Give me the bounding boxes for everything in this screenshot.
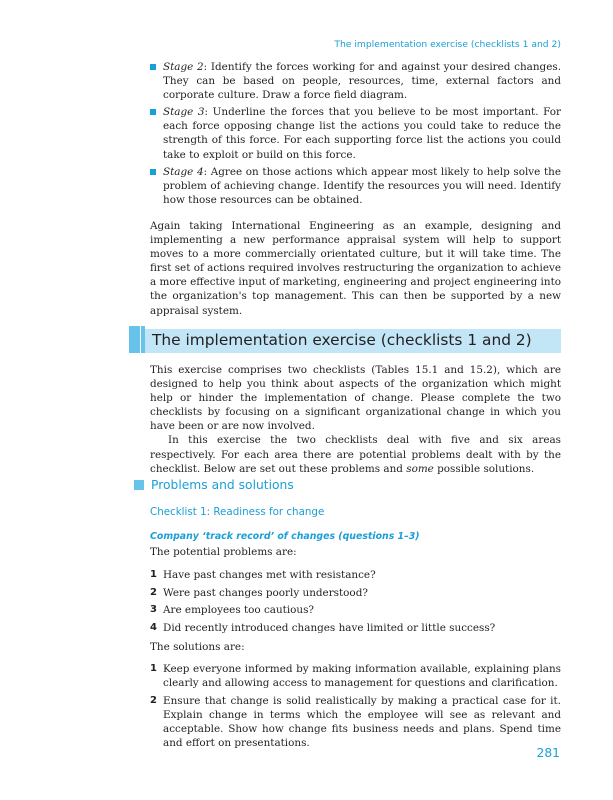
section-heading: The implementation exercise (checklists 1 and 2) bbox=[152, 331, 532, 349]
page-number: 281 bbox=[536, 746, 560, 760]
item-text: Keep everyone informed by making information available, explaining plans clearly and allowing access to management for questions and clarification. bbox=[163, 663, 561, 690]
item-text: Have past changes met with resistance? bbox=[163, 569, 376, 581]
stage-text: : Underline the forces that you believe to be most important. For each force opposing change list the actions you could take to reduce the strength of this force. For each supporting force list the actions you could take to exploit or build on this force. bbox=[163, 106, 561, 161]
list-item bbox=[150, 568, 561, 582]
list-item bbox=[150, 60, 561, 102]
topic-heading: Company ‘track record’ of changes (questions 1–3) bbox=[150, 531, 420, 542]
item-number: 3 bbox=[150, 604, 157, 616]
paragraph-example: Again taking International Engineering as an example, designing and implementing a new performance appraisal system will help to support moves to a more commercially orientated culture, but it will take time. The first set of actions required involves restructuring the organization to achieve a more effective input of marketing, engineering and project engineering into the organization's top management. This can then be supported by a new appraisal system. bbox=[150, 220, 561, 317]
problems-intro: The potential problems are: bbox=[150, 546, 297, 558]
paragraph-areas-text: In this exercise the two checklists deal with five and six areas respectively. For each area there are potential problems dealt with by the checklist. Below are set out these problems and bbox=[150, 434, 561, 475]
bullet-square-icon bbox=[150, 169, 156, 175]
item-text: Did recently introduced changes have limited or little success? bbox=[163, 621, 496, 634]
running-head: The implementation exercise (checklists 1 and 2) bbox=[334, 39, 561, 50]
item-number: 4 bbox=[150, 621, 157, 633]
stage-label: Stage 2 bbox=[163, 61, 204, 73]
list-item bbox=[150, 603, 561, 617]
paragraph-areas bbox=[150, 433, 561, 475]
sub-heading bbox=[134, 478, 294, 492]
stage-text: : Identify the forces working for and against your desired changes. They can be based on people, resources, time, external factors and corporate culture. Draw a force field diagram. bbox=[163, 61, 561, 102]
bullet-square-icon bbox=[150, 109, 156, 115]
stage-label: Stage 4 bbox=[163, 165, 204, 178]
section-heading-bar bbox=[145, 329, 561, 353]
item-number: 1 bbox=[150, 569, 157, 580]
item-text: Are employees too cautious? bbox=[163, 604, 315, 617]
checklist-heading: Checklist 1: Readiness for change bbox=[150, 506, 325, 518]
list-item bbox=[150, 662, 561, 690]
list-item bbox=[150, 621, 561, 635]
sub-heading-text: Problems and solutions bbox=[151, 478, 294, 492]
list-item bbox=[150, 694, 561, 750]
paragraph-areas-text: possible solutions. bbox=[433, 462, 535, 475]
stage-label: Stage 3 bbox=[163, 106, 205, 119]
problems-list bbox=[150, 568, 561, 638]
solutions-list bbox=[150, 662, 561, 754]
item-number: 2 bbox=[150, 586, 157, 598]
solutions-intro: The solutions are: bbox=[150, 641, 245, 653]
list-item bbox=[150, 105, 561, 161]
item-number: 1 bbox=[150, 663, 157, 674]
paragraph-intro: This exercise comprises two checklists (Tables 15.1 and 15.2), which are designed to help you think about aspects of the organization which might help or hinder the implementation of change. Please complete the two checklists by focusing on a significant organizational change in which you have been or are now involved. bbox=[150, 364, 561, 433]
bullet-square-icon bbox=[150, 64, 156, 70]
stage-text: : Agree on those actions which appear most likely to help solve the problem of achieving change. Identify the resources you will need. Identify how those resources can be obtained. bbox=[163, 165, 561, 206]
list-item bbox=[150, 586, 561, 600]
paragraph-areas-emphasis: some bbox=[406, 462, 434, 475]
stage-list bbox=[150, 60, 561, 210]
heading-tab-decoration bbox=[141, 326, 145, 353]
item-number: 2 bbox=[150, 694, 157, 706]
list-item bbox=[150, 165, 561, 207]
heading-tab-decoration bbox=[129, 326, 140, 353]
item-text: Ensure that change is solid realistically by making a practical case for it. Explain change in terms which the employee will see as relevant and acceptable. Show how change fits business needs and plans. Spend time and effort on presentations. bbox=[163, 694, 561, 749]
heading-square-icon bbox=[134, 480, 144, 490]
item-text: Were past changes poorly understood? bbox=[163, 586, 368, 599]
